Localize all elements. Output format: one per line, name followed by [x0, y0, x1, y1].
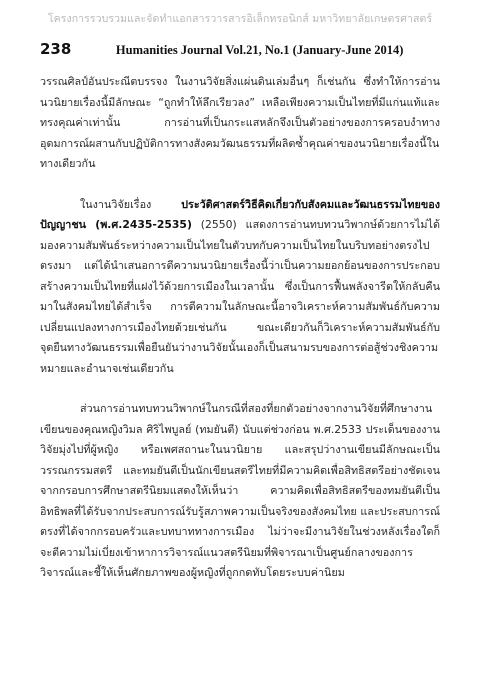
paragraph-gap [40, 175, 440, 195]
paragraph-3 [40, 399, 440, 584]
paragraph-2-text: (2550) แสดงการอ่านทบทวนวิพากษ์ด้วยการไม่ได้มองความสัมพันธ์ระหว่างความเป็นไทยในตัวบทกับความเป็นไทยในบริบทอย่างตรงไปตรงมา แต่ได้นำเสนอการตีความนวนิยายเรื่องนี้ว่าเป็นความยอกย้อนของการประกอบสร้างความเป็นไทยที่แฝงไว้ด้วยการเมืองในเวลานั้น ซึ่งเป็นการฟื้นพลังจารีตให้กลับคืนมาในสังคมไทยได้สำเร็จ การตีความในลักษณะนี้อาจวิเคราะห์ความสัมพันธ์กับความเปลี่ยนแปลงทางการเมืองไทยด้วยเช่นกัน ขณะเดียวกันก็วิเคราะห์ความสัมพันธ์กับจุดยืนทางวัฒนธรรมเพื่อยืนยันว่างานวิจัยนั้นเองก็เป็นสนามรบของการต่อสู้ช่วงชิงความหมายและอำนาจเช่นเดียวกัน [40, 218, 440, 375]
paragraph-1 [40, 72, 440, 175]
journal-title: Humanities Journal Vol.21, No.1 (January-June 2014) [115, 43, 404, 57]
page-number: 238 [40, 40, 72, 58]
paragraph-2-intro: ในงานวิจัยเรื่อง [80, 197, 182, 211]
paragraph-1-text: วรรณศิลป์อันประณีตบรรจง ในงานวิจัยสิ่งแผ่นดินเล่มอื่นๆ ก็เช่นกัน ซึ่งทำให้การอ่านนวนิยายเรื่องนี้มีลักษณะ “ถูกทำให้ลึกเรียวลง” เหลือเพียงความเป็นไทยที่มีแก่นแท้และทรงคุณค่าเท่านั้น การอ่านที่เป็นกระแสหลักจึงเป็นตัวอย่างของการครอบงำทางอุดมการณ์ผสานกับปฏิบัติการทางสังคมวัฒนธรรมที่ผลิตซ้ำคุณค่าของนวนิยายเรื่องนี้ในทางเดียวกัน [40, 75, 440, 170]
page-header [40, 40, 440, 58]
paragraph-2 [40, 195, 440, 380]
paragraph-3-text: ส่วนการอ่านทบทวนวิพากษ์ในกรณีที่สองที่ยกตัวอย่างจากงานวิจัยที่ศึกษางานเขียนของคุณหญิงวิมล ศิริไพบูลย์ (ทมยันตี) นับแต่ช่วงก่อน พ.ศ.2533 ประเด็นของงานวิจัยมุ่งไปที่ผู้หญิง หรือเพศสถานะในนวนิยาย และสรุปว่างานเขียนมีลักษณะเป็นวรรณกรรมสตรี และทมยันตีเป็นนักเขียนสตรีไทยที่มีความคิดเพื่อสิทธิสตรีอย่างชัดเจน จากกรอบการศึกษาสตรีนิยมแสดงให้เห็นว่า ความคิดเพื่อสิทธิสตรีของทมยันตีเป็นอิทธิพลที่ได้รับจากประสบการณ์รับรู้สภาพความเป็นจริงของสังคมไทย และประสบการณ์ตรงที่ได้จากกรอบครัวและบทบาททางการเมือง ไม่ว่าจะมีงานวิจัยในช่วงหลังเรื่องใดก็จะตีความไม่เบี่ยงเข้าหาการวิจารณ์แนวสตรีนิยมที่พิจารณาเป็นศูนย์กลางของการวิจารณ์และชี้ให้เห็นศักยภาพของผู้หญิงที่ถูกกดทับโดยระบบค่านิยม [40, 402, 440, 579]
body-text [40, 72, 440, 584]
watermark-text: โครงการรวบรวมและจัดทำแอกสารวารสารอิเล็กทรอนิกส์ มหาวิทยาลัยเกษตรศาสตร์ [47, 13, 433, 25]
paragraph-gap [40, 379, 440, 399]
research-title: ประวัติศาสตร์วิธีคิดเกี่ยวกับสังคมและวัฒนธรรมไทยของปัญญาชน (พ.ศ.2435-2535) [40, 197, 440, 231]
